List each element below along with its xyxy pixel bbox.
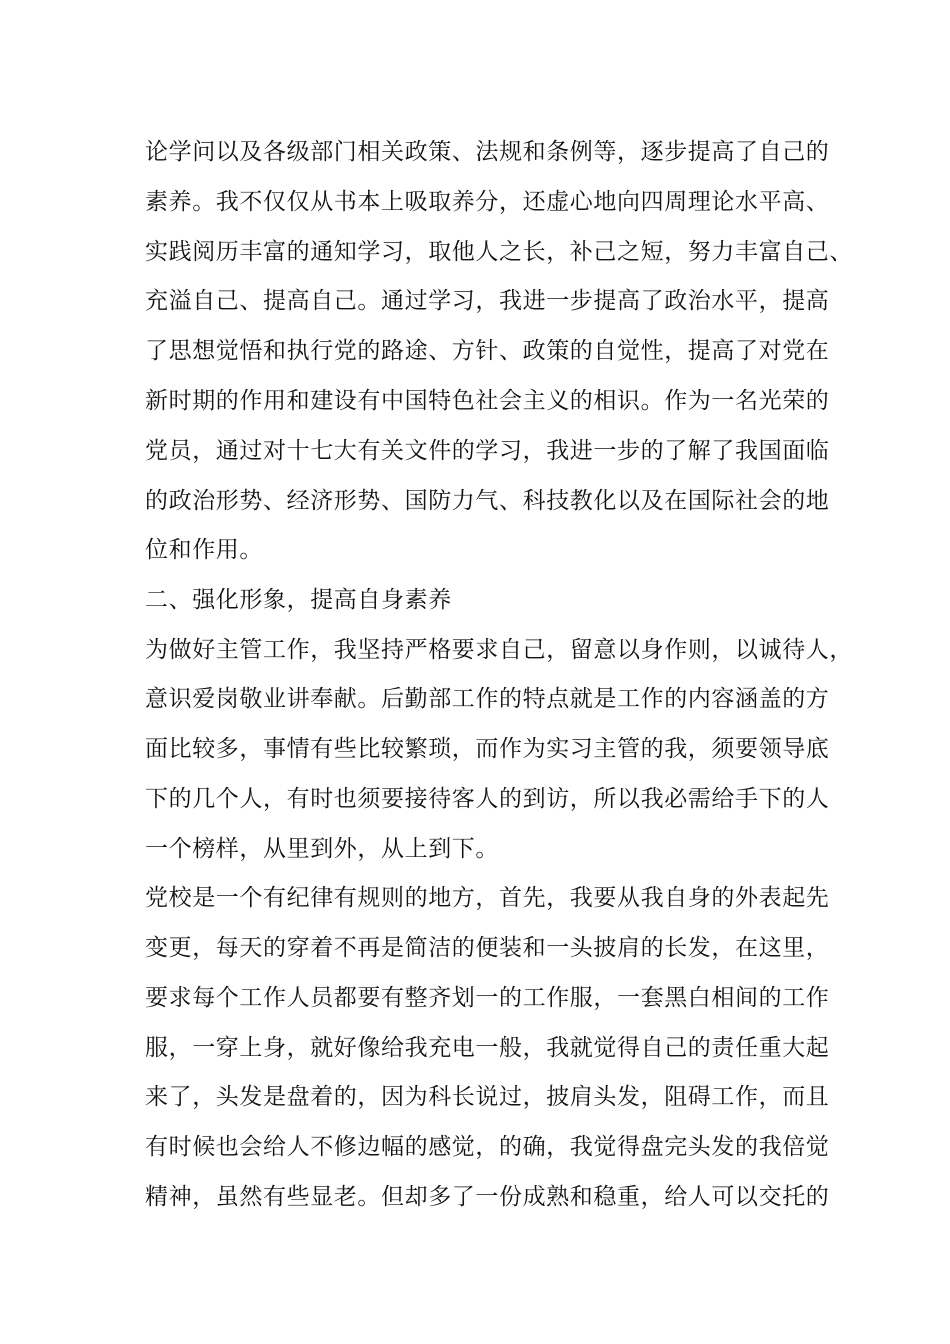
text-line: 的政治形势、经济形势、国防力气、科技教化以及在国际社会的地 (145, 488, 830, 514)
text-line: 论学问以及各级部门相关政策、法规和条例等，逐步提高了自己的 (145, 139, 830, 165)
text-line: 素养。我不仅仅从书本上吸取养分，还虚心地向四周理论水平高、 (145, 189, 830, 215)
section-heading: 二、强化形象，提高自身素养 (145, 587, 452, 613)
text-line: 下的几个人，有时也须要接待客人的到访，所以我必需给手下的人 (145, 786, 830, 812)
text-line: 了思想觉悟和执行党的路途、方针、政策的自觉性，提高了对党在 (145, 338, 830, 364)
text-line: 为做好主管工作，我坚持严格要求自己，留意以身作则，以诚待人， (145, 637, 853, 663)
text-line: 充溢自己、提高自己。通过学习，我进一步提高了政治水平，提高 (145, 288, 830, 314)
text-line: 位和作用。 (145, 537, 263, 563)
text-line: 面比较多，事情有些比较繁琐，而作为实习主管的我，须要领导底 (145, 736, 830, 762)
text-line: 党校是一个有纪律有规则的地方，首先，我要从我自身的外表起先 (145, 885, 830, 911)
text-line: 意识爱岗敬业讲奉献。后勤部工作的特点就是工作的内容涵盖的方 (145, 686, 830, 712)
text-line: 有时候也会给人不修边幅的感觉，的确，我觉得盘完头发的我倍觉 (145, 1134, 830, 1160)
text-line: 一个榜样，从里到外，从上到下。 (145, 836, 499, 862)
text-line: 党员，通过对十七大有关文件的学习，我进一步的了解了我国面临 (145, 438, 830, 464)
text-line: 服，一穿上身，就好像给我充电一般，我就觉得自己的责任重大起 (145, 1035, 830, 1061)
text-line: 新时期的作用和建设有中国特色社会主义的相识。作为一名光荣的 (145, 388, 830, 414)
text-line: 精神，虽然有些显老。但却多了一份成熟和稳重，给人可以交托的 (145, 1184, 830, 1210)
text-line: 来了，头发是盘着的，因为科长说过，披肩头发，阻碍工作，而且 (145, 1084, 830, 1110)
text-line: 变更，每天的穿着不再是简洁的便装和一头披肩的长发，在这里， (145, 935, 830, 961)
text-line: 实践阅历丰富的通知学习，取他人之长，补己之短，努力丰富自己、 (145, 239, 853, 265)
text-line: 要求每个工作人员都要有整齐划一的工作服，一套黑白相间的工作 (145, 985, 830, 1011)
